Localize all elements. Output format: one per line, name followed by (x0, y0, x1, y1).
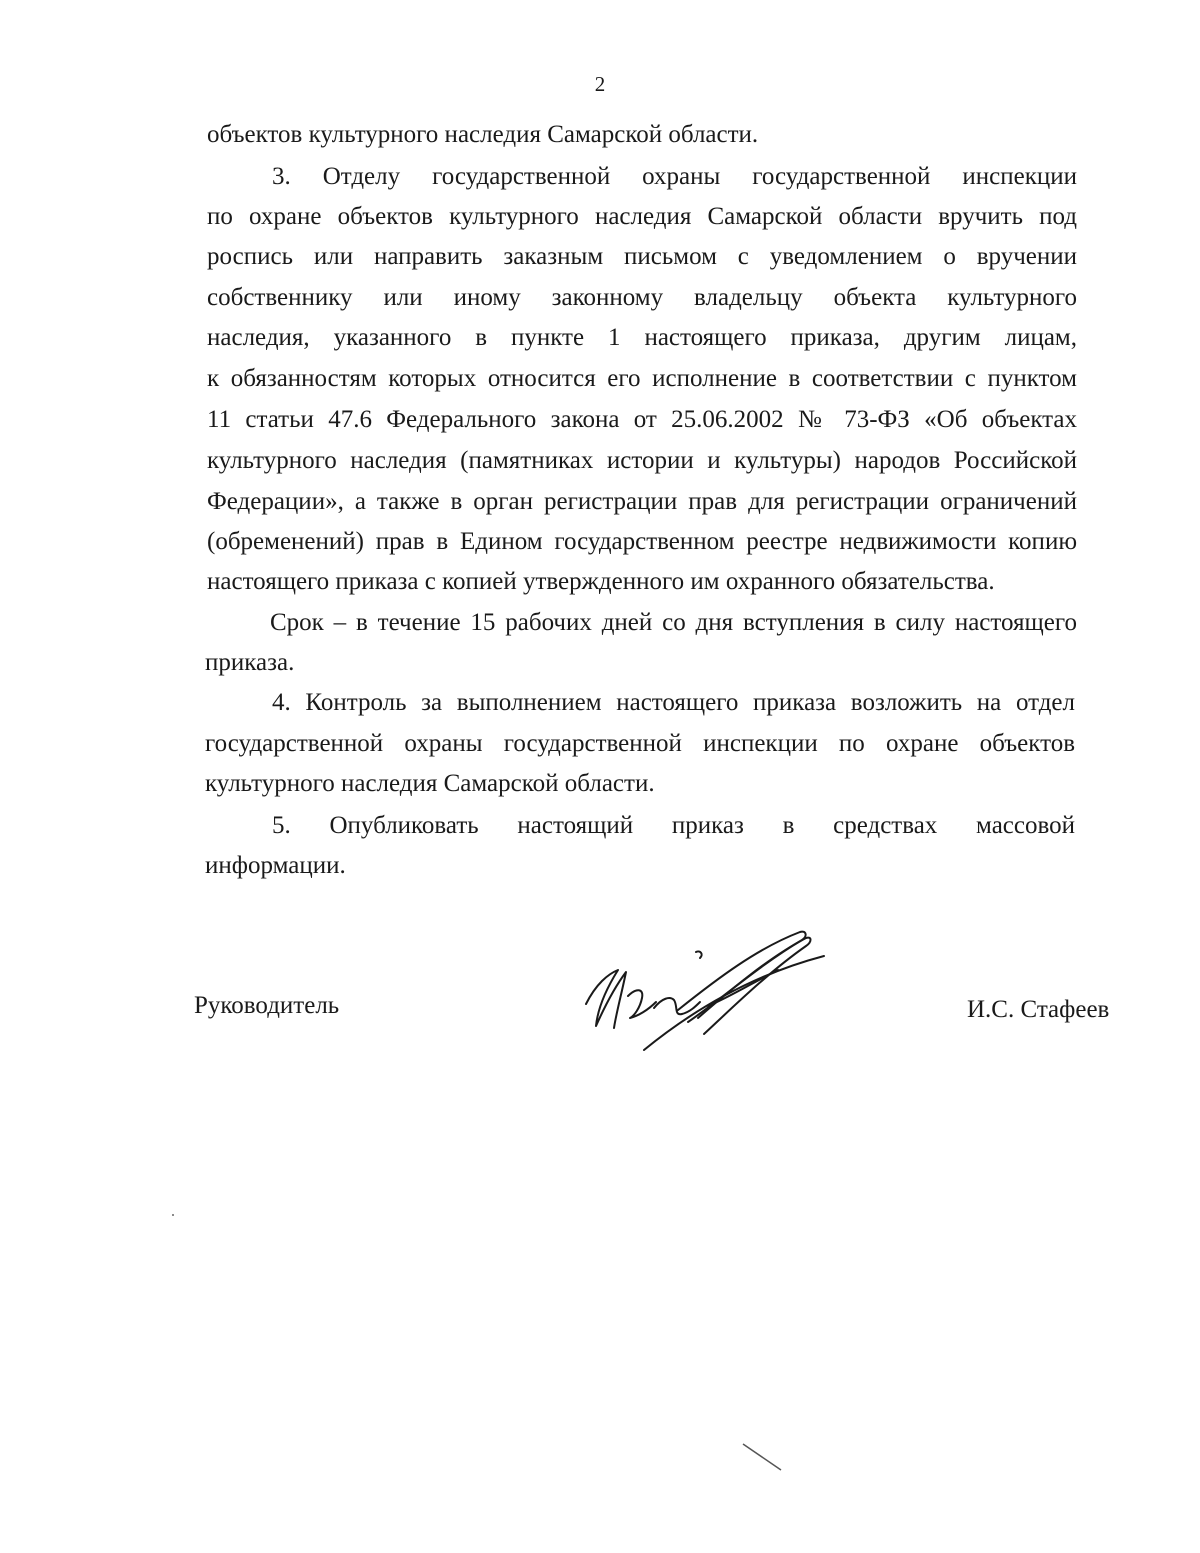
scan-dot (168, 1210, 178, 1220)
body-line: роспись или направить заказным письмом с уведомлением о вручении (207, 243, 1077, 270)
body-line: объектов культурного наследия Самарской области. (207, 121, 759, 148)
body-line: приказа. (205, 649, 295, 676)
body-line: наследия, указанного в пункте 1 настоящего приказа, другим лицам, (207, 324, 1077, 351)
body-line: государственной охраны государственной инспекции по охране объектов (205, 730, 1075, 757)
body-line: по охране объектов культурного наследия Самарской области вручить под (207, 203, 1077, 230)
body-line: 3. Отделу государственной охраны государственной инспекции (272, 163, 1077, 190)
signature-title: Руководитель (194, 992, 340, 1019)
body-line: Срок – в течение 15 рабочих дней со дня вступления в силу настоящего (270, 609, 1077, 636)
body-line: информации. (205, 852, 346, 879)
body-line: собственнику или иному законному владельцу объекта культурного (207, 284, 1077, 311)
body-line: настоящего приказа с копией утвержденного им охранного обязательства. (207, 568, 995, 595)
signature-name: И.С. Стафеев (967, 996, 1110, 1023)
page-number: 2 (594, 72, 606, 96)
body-line: 11 статьи 47.6 Федерального закона от 25.06.2002 № 73-ФЗ «Об объектах (207, 406, 1077, 433)
handwritten-signature (578, 922, 828, 1062)
body-line: 4. Контроль за выполнением настоящего приказа возложить на отдел (272, 689, 1075, 716)
body-line: культурного наследия (памятниках истории и культуры) народов Российской (207, 447, 1077, 474)
body-line: к обязанностям которых относится его исполнение в соответствии с пунктом (207, 365, 1077, 392)
body-line: Федерации», а также в орган регистрации прав для регистрации ограничений (207, 488, 1077, 515)
body-line: культурного наследия Самарской области. (205, 770, 655, 797)
scan-artifact (735, 1440, 795, 1480)
body-line: (обременений) прав в Едином государственном реестре недвижимости копию (207, 528, 1077, 555)
body-line: 5. Опубликовать настоящий приказ в средствах массовой (272, 812, 1075, 839)
